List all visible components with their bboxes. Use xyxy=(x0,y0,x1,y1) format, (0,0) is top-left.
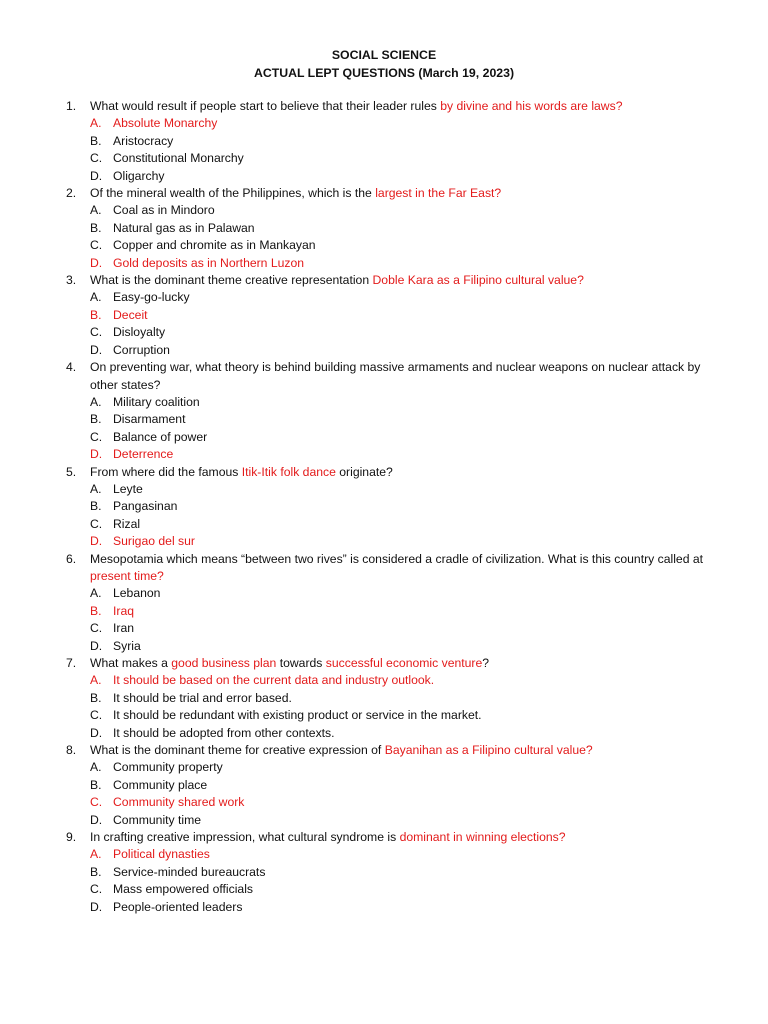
option-text: Lebanon xyxy=(113,586,161,601)
option-letter: B. xyxy=(90,307,102,322)
answer-option xyxy=(0,429,768,446)
answer-option xyxy=(0,133,768,150)
option-text: Disloyalty xyxy=(113,325,166,340)
option-letter: A. xyxy=(90,116,102,131)
answer-option-correct xyxy=(0,533,768,550)
answer-option xyxy=(0,638,768,655)
option-text: Copper and chromite as in Mankayan xyxy=(113,238,316,253)
option-letter: C. xyxy=(90,516,103,531)
option-letter: C. xyxy=(90,621,103,636)
answer-option xyxy=(0,812,768,829)
answer-option xyxy=(0,881,768,898)
question-text: towards xyxy=(276,656,326,670)
answer-option xyxy=(0,342,768,359)
option-letter: C. xyxy=(90,151,103,166)
option-text: Syria xyxy=(113,638,141,653)
answer-option xyxy=(0,864,768,881)
answer-option xyxy=(0,220,768,237)
option-letter: A. xyxy=(90,394,102,409)
answer-option xyxy=(0,899,768,916)
answer-option xyxy=(0,394,768,411)
question-text: ? xyxy=(482,656,490,670)
option-letter: D. xyxy=(90,638,103,653)
question-1 xyxy=(0,98,724,115)
question-keyword: Itik-Itik folk dance xyxy=(241,464,336,479)
option-letter: D. xyxy=(90,447,103,462)
option-letter: C. xyxy=(90,795,103,810)
option-letter: D. xyxy=(90,255,103,270)
answer-option xyxy=(0,324,768,341)
question-5 xyxy=(0,464,724,481)
option-text: Balance of power xyxy=(113,429,208,444)
answer-option xyxy=(0,411,768,428)
question-6 xyxy=(0,551,724,586)
option-text: Service-minded bureaucrats xyxy=(113,864,266,879)
question-9 xyxy=(0,829,724,846)
option-text: It should be based on the current data and industry outlook. xyxy=(113,673,435,688)
option-letter: B. xyxy=(90,133,102,148)
option-letter: A. xyxy=(90,673,102,688)
question-number: 4. xyxy=(66,360,77,375)
option-letter: A. xyxy=(90,481,102,496)
option-letter: B. xyxy=(90,603,102,618)
option-letter: D. xyxy=(90,342,103,357)
question-text: What is the dominant theme creative representation xyxy=(90,273,373,288)
option-letter: B. xyxy=(90,412,102,427)
question-list xyxy=(0,98,768,916)
answer-option xyxy=(0,289,768,306)
question-text: Mesopotamia which means “between two rives” is considered a cradle of civilization. What is this country called at xyxy=(90,551,704,566)
option-text: Deterrence xyxy=(113,447,174,462)
question-text: From where did the famous xyxy=(90,464,242,479)
option-letter: D. xyxy=(90,899,103,914)
option-letter: B. xyxy=(90,220,102,235)
option-letter: B. xyxy=(90,499,102,514)
question-number: 9. xyxy=(66,830,77,845)
option-text: Leyte xyxy=(113,481,143,496)
option-text: Mass empowered officials xyxy=(113,882,253,897)
option-text: Disarmament xyxy=(113,412,186,427)
question-keyword: dominant in winning elections? xyxy=(399,830,566,845)
option-letter: A. xyxy=(90,290,102,305)
question-keyword: good business plan xyxy=(171,656,277,670)
question-keyword: Bayanihan as a Filipino cultural value? xyxy=(384,743,593,758)
option-text: Political dynasties xyxy=(113,847,210,862)
question-text: What would result if people start to believe that their leader rules xyxy=(90,99,441,113)
question-number: 1. xyxy=(66,99,77,113)
question-number: 2. xyxy=(66,186,77,201)
option-letter: D. xyxy=(90,725,103,740)
option-letter: A. xyxy=(90,760,102,775)
option-letter: D. xyxy=(90,534,103,549)
question-number: 3. xyxy=(66,273,77,288)
option-text: It should be adopted from other contexts. xyxy=(113,725,335,740)
option-text: Absolute Monarchy xyxy=(113,116,218,131)
question-text: Of the mineral wealth of the Philippines, which is the xyxy=(90,186,376,201)
answer-option xyxy=(0,725,768,742)
answer-option xyxy=(0,237,768,254)
option-text: Military coalition xyxy=(113,394,200,409)
question-keyword: largest in the Far East? xyxy=(375,186,502,201)
answer-option-correct xyxy=(0,115,768,132)
answer-option-correct xyxy=(0,307,768,324)
option-letter: D. xyxy=(90,168,103,183)
answer-option xyxy=(0,481,768,498)
option-text: People-oriented leaders xyxy=(113,899,243,914)
option-letter: A. xyxy=(90,586,102,601)
answer-option xyxy=(0,620,768,637)
option-text: Rizal xyxy=(113,516,141,531)
option-text: Natural gas as in Palawan xyxy=(113,220,255,235)
question-number: 5. xyxy=(66,464,77,479)
option-text: Oligarchy xyxy=(113,168,165,183)
answer-option-correct xyxy=(0,672,768,689)
question-keyword: Doble Kara as a Filipino cultural value? xyxy=(372,273,584,288)
option-text: Constitutional Monarchy xyxy=(113,151,244,166)
option-text: Corruption xyxy=(113,342,170,357)
option-text: Iraq xyxy=(113,603,135,618)
question-text: In crafting creative impression, what cultural syndrome is xyxy=(90,830,400,845)
question-number: 8. xyxy=(66,743,77,758)
question-keyword: by divine and his words are laws? xyxy=(440,99,623,113)
question-keyword: successful economic venture xyxy=(325,656,483,670)
option-letter: C. xyxy=(90,238,103,253)
answer-option-correct xyxy=(0,603,768,620)
option-text: Community property xyxy=(113,760,223,775)
question-8 xyxy=(0,742,724,759)
option-text: It should be redundant with existing product or service in the market. xyxy=(113,708,482,723)
answer-option-correct xyxy=(0,794,768,811)
option-text: Iran xyxy=(113,621,135,636)
option-text: Easy-go-lucky xyxy=(113,290,190,305)
answer-option xyxy=(0,690,768,707)
option-text: Aristocracy xyxy=(113,133,174,148)
answer-option xyxy=(0,498,768,515)
option-text: Community shared work xyxy=(113,795,245,810)
answer-option-correct xyxy=(0,846,768,863)
answer-option xyxy=(0,150,768,167)
question-keyword: present time? xyxy=(90,568,164,583)
answer-option xyxy=(0,707,768,724)
question-number: 7. xyxy=(66,656,77,670)
answer-option xyxy=(0,516,768,533)
question-4 xyxy=(0,359,724,394)
option-text: Coal as in Mindoro xyxy=(113,203,215,218)
answer-option-correct xyxy=(0,255,768,272)
question-number: 6. xyxy=(66,551,77,566)
option-text: Deceit xyxy=(113,307,148,322)
answer-option xyxy=(0,777,768,794)
option-text: Community time xyxy=(113,812,202,827)
question-text: What is the dominant theme for creative expression of xyxy=(90,743,385,758)
option-letter: C. xyxy=(90,882,103,897)
question-text: What makes a xyxy=(90,656,172,670)
question-2 xyxy=(0,185,724,202)
option-letter: A. xyxy=(90,203,102,218)
answer-option xyxy=(0,168,768,185)
option-letter: B. xyxy=(90,690,102,705)
answer-option xyxy=(0,585,768,602)
option-letter: C. xyxy=(90,325,103,340)
document-subtitle: ACTUAL LEPT QUESTIONS (March 19, 2023) xyxy=(253,66,515,80)
question-text: On preventing war, what theory is behind building massive armaments and nuclear weapons on nuclear attack by other states? xyxy=(90,360,701,392)
option-letter: C. xyxy=(90,429,103,444)
answer-option xyxy=(0,759,768,776)
option-letter: B. xyxy=(90,864,102,879)
option-letter: D. xyxy=(90,812,103,827)
question-7 xyxy=(0,655,724,672)
option-text: Surigao del sur xyxy=(113,534,195,549)
document-title: SOCIAL SCIENCE xyxy=(331,48,437,62)
answer-option-correct xyxy=(0,446,768,463)
question-3 xyxy=(0,272,724,289)
question-text: originate? xyxy=(335,464,393,479)
option-text: Pangasinan xyxy=(113,499,178,514)
option-letter: B. xyxy=(90,777,102,792)
answer-option xyxy=(0,202,768,219)
option-text: It should be trial and error based. xyxy=(113,690,292,705)
option-text: Community place xyxy=(113,777,208,792)
option-letter: A. xyxy=(90,847,102,862)
option-text: Gold deposits as in Northern Luzon xyxy=(113,255,305,270)
option-letter: C. xyxy=(90,708,103,723)
